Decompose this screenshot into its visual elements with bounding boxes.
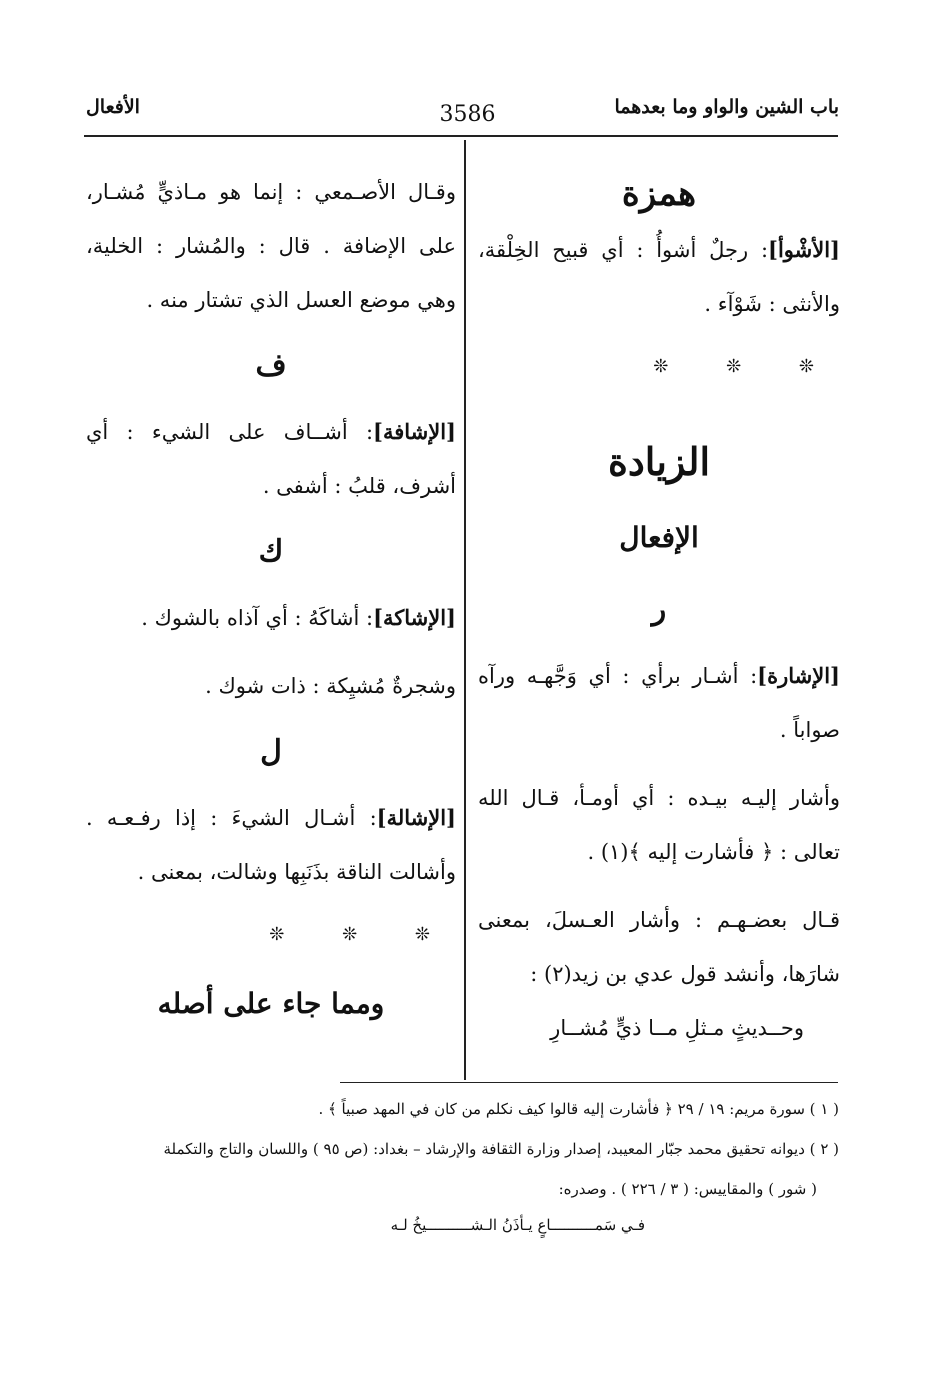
footnote-1: ( ١ ) سورة مريم: ١٩ / ٢٩ ﴿ فأشارت إليه قالوا كيف نكلم من كان في المهد صبياً ﴾ . [318, 1100, 839, 1118]
entry-ishara [478, 649, 840, 757]
heading-ziyada: الزيادة [607, 439, 711, 484]
page-number: 3586 [439, 102, 496, 127]
left-column [86, 165, 456, 1037]
entry-ashara-ilayhi: وأشار إليـه بيـده : أي أومـأ، قـال الله تعالى : ﴿ فأشارت إليه ﴾(١) . [478, 786, 840, 864]
right-column [478, 165, 840, 1055]
separator-stars: ❊ ❊ ❊ [269, 924, 456, 945]
heading-wa-mimma: ومما جاء على أصله [157, 987, 385, 1020]
entry-ishala [86, 791, 456, 899]
letter-heading-lam: ل [260, 734, 282, 769]
entry-ashwa [478, 223, 840, 331]
entry-text: : رجلٌ أشوأُ : أي قبيح الخِلْقة، والأنثى : شَوْآء . [478, 238, 840, 316]
heading-hamza: همزة [621, 174, 697, 214]
letter-heading-ra: ر [651, 592, 667, 627]
entry-ishafa [86, 405, 456, 513]
letter-heading-fa: ف [255, 348, 287, 383]
entry-term: [الإشافة] [373, 419, 456, 444]
letter-heading-kaf: ك [258, 534, 284, 569]
footnote-2-continued: ( شور ) والمقاييس: ( ٣ / ٢٢٦ ) . وصدره: [558, 1180, 817, 1198]
footnote-2: ( ٢ ) ديوانه تحقيق محمد جبّار المعيبد، إصدار وزارة الثقافة والإرشاد – بغداد: (ص ٩٥ ) واللسان والتاج والتكملة [163, 1140, 839, 1158]
entry-term: [الإشاكة] [373, 605, 456, 630]
entry-ishaka [86, 591, 456, 645]
footnote-rule [340, 1082, 838, 1083]
footnote-verse: فـي سَمــــــــــاعٍ يـأذَنُ الـشــــــــــيخُ لـه [390, 1216, 645, 1234]
entry-text: : أشـال الشيءَ : إذا رفـعـه . وأشالت الناقة بذَنَبِها وشالت، بمعنى . [86, 806, 456, 884]
entry-text: : أشـار برأي : أي وَجَّهـه ورآه صواباً . [478, 664, 840, 742]
entry-mushika: وشجرةٌ مُشيِكة : ذات شوك . [205, 674, 456, 698]
running-header-section: الأفعال [86, 96, 140, 118]
running-header-chapter: باب الشين والواو وما بعدهما [614, 96, 839, 118]
entry-text: : أشــاف على الشيء : أي أشرف، قلبُ : أشفى . [86, 420, 456, 498]
header-rule [84, 135, 838, 137]
entry-term: [الإشارة] [757, 663, 840, 688]
entry-term: [الأشْوأ] [768, 237, 840, 262]
entry-text: : أشاكَهُ : أي آذاه بالشوك . [141, 606, 374, 630]
verse-line: وحــديثٍ مـثلِ مــا ذيٍّ مُشــارِ [550, 1016, 804, 1040]
entry-ashara-al-asal: قـال بعضـهـم : وأشار العـسلَ، بمعنى شارَها، وأنشد قول عدي بن زيد(٢) : [478, 908, 840, 986]
entry-term: [الإشالة] [376, 805, 456, 830]
entry-asmai: وقـال الأصـمعي : إنما هو مـاذيٍّ مُشـار، على الإضافة . قال : والمُشار : الخلية، وهي موضع العسل الذي تشتار منه . [86, 180, 456, 312]
heading-afal: الإفعال [619, 521, 699, 554]
column-divider [464, 140, 466, 1080]
separator-stars: ❊ ❊ ❊ [653, 356, 840, 377]
